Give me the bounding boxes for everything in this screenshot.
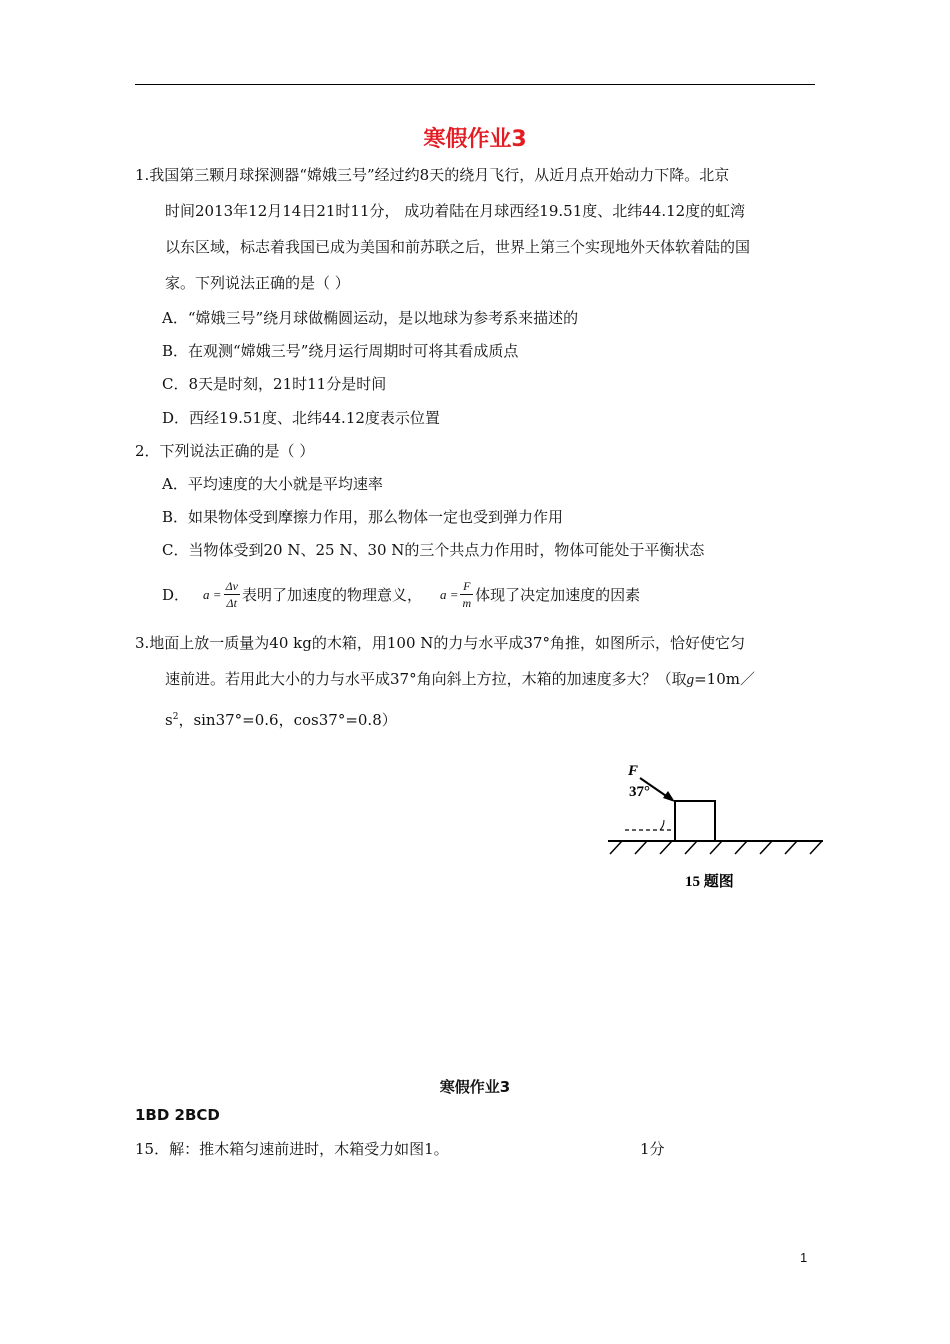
q15-solution: 15．解：推木箱匀速前进时，木箱受力如图1。 (135, 1140, 449, 1158)
q2-option-d-text2: 体现了决定加速度的因素 (475, 586, 641, 604)
page-number: 1 (800, 1250, 808, 1265)
q2-option-d (162, 578, 640, 611)
q3-unit-sup: 2 (172, 712, 179, 722)
fraction-dt: Δt (226, 596, 237, 610)
force-label: F (628, 763, 639, 779)
fraction-f: F (460, 578, 473, 595)
answer-keys: 1BD 2BCD (135, 1106, 220, 1124)
force-arrowhead (663, 791, 675, 802)
q1-stem: 1.我国第三颗月球探测器“嫦娥三号”经过约8天的绕月飞行，从近月点开始动力下降。北京 (135, 166, 730, 184)
ground-hatching (610, 841, 822, 854)
q3-trig-values: ，sin37°=0.6，cos37°=0.8） (178, 711, 397, 729)
page-title: 寒假作业3 (423, 127, 527, 152)
q3-stem-line3 (165, 700, 820, 737)
fraction-m: m (462, 596, 472, 610)
q2-option-c: C．当物体受到20 N、25 N、30 N的三个共点力作用时，物体可能处于平衡状态 (162, 541, 705, 559)
box-force-figure (600, 755, 830, 900)
q3-line2-text: 速前进。若用此大小的力与水平成37°角向斜上方拉，木箱的加速度多大？（取 (165, 670, 687, 688)
angle-label: 37° (629, 784, 650, 800)
header-rule (135, 84, 815, 85)
q3-symbol-g: g (686, 672, 695, 688)
q3-line2-unit: =10m／ (694, 670, 755, 688)
fraction-f-m (460, 578, 473, 611)
q1-option-c: C．8天是时刻，21时11分是时间 (162, 375, 387, 393)
solution-points: 1分 (640, 1140, 665, 1158)
formula-a2: a = (439, 586, 459, 602)
answers-title: 寒假作业3 (439, 1078, 511, 1096)
q2-stem: 2．下列说法正确的是（ ） (135, 442, 315, 460)
q2-option-b: B．如果物体受到摩擦力作用，那么物体一定也受到弹力作用 (162, 508, 564, 526)
q1-option-a: A．“嫦娥三号”绕月球做椭圆运动，是以地球为参考系来描述的 (162, 309, 579, 327)
q3-stem: 3.地面上放一质量为40 kg的木箱，用100 N的力与水平成37°角推，如图所示，恰好使它匀 (135, 634, 745, 652)
q1-stem-line3: 以东区域，标志着我国已成为美国和前苏联之后，世界上第三个实现地外天体软着陆的国 (165, 238, 751, 256)
q1-stem-line4: 家。下列说法正确的是（ ） (165, 274, 350, 292)
q2-option-d-text1: 表明了加速度的物理意义， (241, 586, 422, 604)
fraction-dv-dt (224, 578, 240, 611)
q2-option-a: A．平均速度的大小就是平均速率 (162, 475, 383, 493)
figure-caption: 15 题图 (685, 874, 734, 890)
q1-stem-line2: 时间2013年12月14日21时11分， 成功着陆在月球西经19.51度、北纬44.12度的虹湾 (165, 202, 746, 220)
q1-option-b: B．在观测“嫦娥三号”绕月运行周期时可将其看成质点 (162, 342, 519, 360)
q3-unit-s: s (165, 711, 173, 729)
angle-arc (660, 820, 664, 830)
fraction-dv: Δv (225, 579, 238, 593)
q2-option-d-label: D． (162, 586, 190, 604)
wooden-box (675, 801, 715, 841)
q3-stem-line2 (165, 662, 820, 697)
formula-a1: a = (203, 586, 222, 602)
q1-option-d: D．西经19.51度、北纬44.12度表示位置 (162, 409, 440, 427)
